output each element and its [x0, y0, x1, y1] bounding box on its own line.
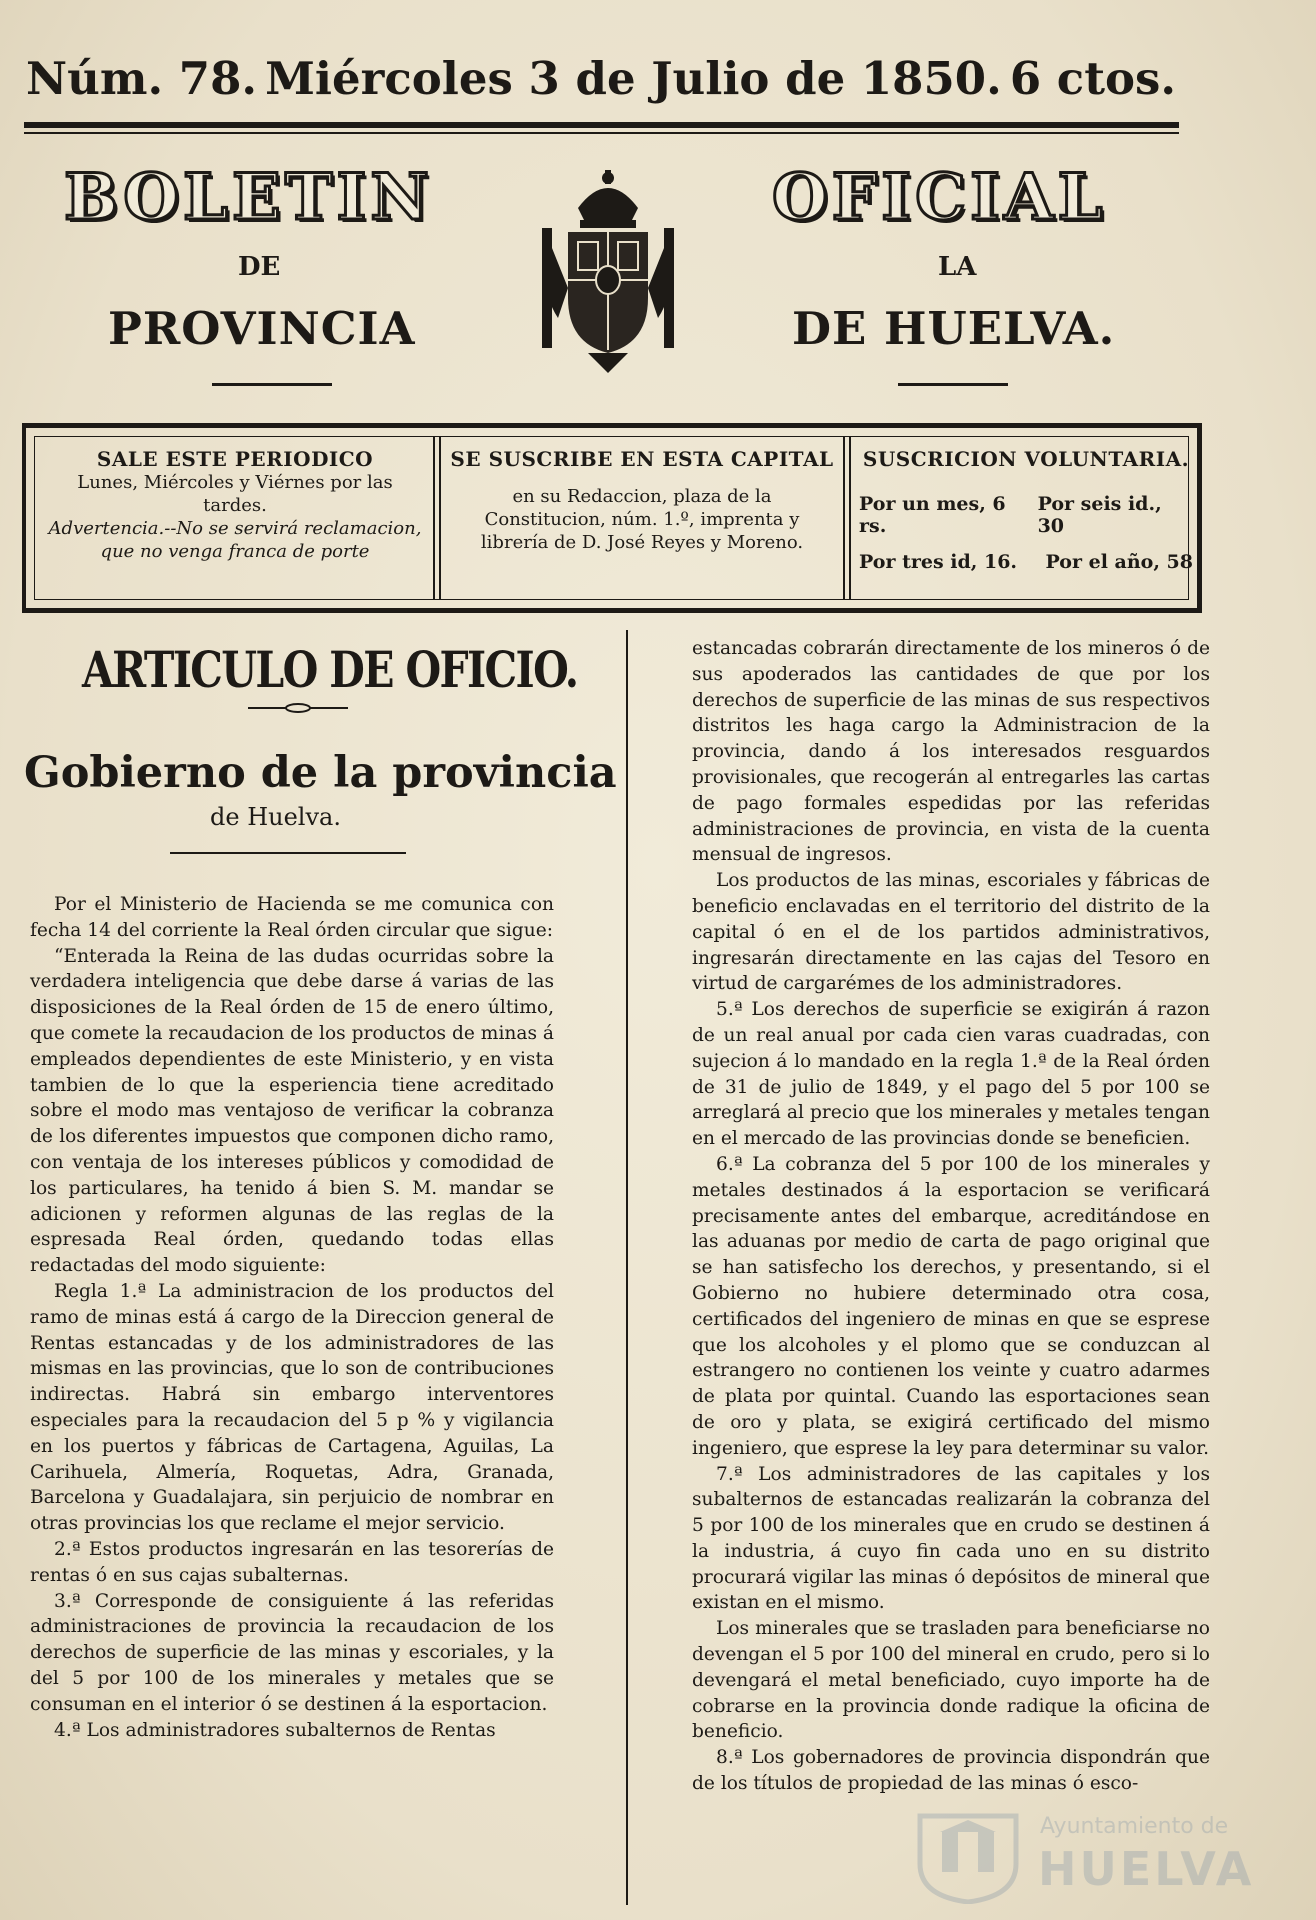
masthead-rule-thin: [24, 132, 1179, 134]
paragraph: Los productos de las minas, escoriales y fábricas de beneficio enclavadas en el territorio del distrito de la capital ó en el de los partidos administrativos, ingresarán directamente en las cajas del Tesoro en virtud de cargarémes de los administradores.: [692, 870, 1210, 995]
info-divider-2: [843, 437, 845, 599]
ayuntamiento-watermark: [912, 1808, 1255, 1908]
paragraph: 4.ª Los administradores subalternos de Rentas: [54, 1719, 496, 1741]
column-divider: [626, 630, 628, 1905]
info-divider-1b: [439, 437, 441, 599]
paragraph: estancadas cobrarán directamente de los mineros ó de sus apoderados las cantidades de que por los derechos de superficie de las minas de sus respectivos distritos les haga cargo la Administracion de la provincia, dando á los interesados resguardos provisionales, que recogerán al entregarles las cartas de pago formales espedidas por las referidas administraciones de provincia, en vista de la cuenta mensual de ingresos.: [692, 638, 1210, 866]
info-divider-1: [433, 437, 435, 599]
price-one-month: Por un mes, 6 rs.: [859, 493, 1006, 537]
article-heading: ARTICULO DE OFICIO.: [82, 640, 578, 699]
paragraph: 5.ª Los derechos de superficie se exigirán á razon de un real anual por cada cien varas cuadradas, con sujecion á lo mandado en la regla 1.ª de la Real órden de 31 de julio de 1849, y el pago del 5 por 100 se arreglará al precio que los minerales y metales tengan en el mercado de las provincias donde se beneficien.: [692, 999, 1210, 1150]
watermark-line1: Ayuntamiento de: [1040, 1814, 1229, 1839]
info-divider-2b: [849, 437, 851, 599]
city-shield-icon: [912, 1808, 1024, 1904]
right-text-column: [692, 636, 1210, 1797]
government-subtitle: de Huelva.: [210, 803, 341, 831]
info-cell-schedule: [45, 437, 425, 599]
issue-number: Núm. 78.: [26, 52, 258, 105]
price-row-1: [859, 493, 1193, 537]
ornament-divider-icon: [248, 700, 348, 716]
info-cell-prices: [859, 437, 1193, 599]
price-six-months: Por seis id., 30: [1037, 493, 1162, 537]
paragraph: Regla 1.ª La administracion de los productos del ramo de minas está á cargo de la Direccion general de Rentas estancadas y de los administradores de las mismas en las provincias, que lo son de contribuciones indirectas. Habrá sin embargo interventores especiales para la recaudacion del 5 p % y vigilancia en los puertos y fábricas de Cartagena, Aguilas, La Carihuela, Almería, Roquetas, Adra, Granada, Barcelona y Guadalajara, sin perjuicio de nombrar en otras provincias los que reclame el mejor servicio.: [30, 1280, 554, 1535]
paragraph: Los minerales que se trasladen para beneficiarse no devengan el 5 por 100 del mineral en crudo, pero si lo devengará el metal beneficiado, cuyo importe ha de cobrarse en la provincia donde radique la oficina de beneficio.: [692, 1618, 1210, 1743]
title-word-oficial: OFICIAL: [772, 160, 1107, 235]
issue-date: Miércoles 3 de Julio de 1850.: [265, 52, 1002, 105]
watermark-line2: HUELVA: [1038, 1842, 1255, 1896]
coat-of-arms-icon: [528, 168, 688, 378]
subscription-address: en su Redaccion, plaza de la Constitucion, núm. 1.º, imprenta y librería de D. José Reyes y Moreno.: [480, 486, 804, 553]
issue-price: 6 ctos.: [1009, 52, 1176, 105]
paragraph: “Enterada la Reina de las dudas ocurridas sobre la verdadera inteligencia que debe darse á varias de las disposiciones de la Real órden de 15 de enero último, que comete la recaudacion de los productos de minas á empleados dependientes de este Ministerio, y en vista tambien de lo que la esperiencia tiene acreditado sobre el modo mas ventajoso de verificar la cobranza de los diferentes impuestos que componen dicho ramo, con ventaja de los intereses públicos y comodidad de los particulares, ha tenido á bien S. M. mandar se adicionen y reformen algunas de las reglas de la espresada Real órden, quedando todas ellas redactadas del modo siguiente:: [30, 945, 554, 1277]
info-cell-subscription: [449, 437, 835, 599]
left-text-column: [30, 892, 554, 1743]
schedule-heading: SALE ESTE PERIODICO: [96, 447, 374, 471]
government-title: Gobierno de la provincia: [24, 748, 617, 798]
title-word-de-huelva: DE HUELVA.: [792, 302, 1116, 355]
prices-heading: SUSCRICION VOLUNTARIA.: [862, 447, 1190, 471]
masthead-rule-thick: [24, 122, 1179, 128]
government-underline: [170, 852, 406, 854]
title-word-boletin: BOLETIN: [64, 160, 433, 235]
paragraph: 6.ª La cobranza del 5 por 100 de los minerales y metales destinados á la esportacion se verificará precisamente antes del embarque, acreditándose en las aduanas por medio de carta de pago original que se han satisfecho los derechos, y presentando, si el Gobierno no hubiere determinado otra cosa, certificados del ingeniero de minas en que se esprese que los alcoholes y el plomo que se conduzcan al estrangero no contienen los veinte y cuatro adarmes de plata por quintal. Cuando las esportaciones sean de oro y plata, se exigirá certificado del mismo ingeniero, que esprese la ley para determinar su valor.: [692, 1153, 1210, 1459]
masthead: [26, 52, 1176, 105]
price-row-2: [859, 551, 1193, 573]
paragraph: Por el Ministerio de Hacienda se me comunica con fecha 14 del corriente la Real órden circular que sigue:: [30, 894, 554, 941]
price-one-year: Por el año, 58: [1045, 551, 1193, 573]
schedule-advertencia: Advertencia.--No se servirá reclamacion, que no venga franca de porte: [48, 518, 422, 562]
schedule-days: Lunes, Miércoles y Viérnes por las tardes.: [77, 472, 393, 516]
paragraph: 2.ª Estos productos ingresarán en las tesorerías de rentas ó en sus cajas subalternas.: [30, 1538, 554, 1586]
paragraph: 7.ª Los administradores de las capitales y los subalternos de estancadas realizarán la cobranza del 5 por 100 de los minerales que en crudo se destinen á la industria, á cuyo fin cada uno en su distrito procurará vigilar las minas ó depósitos de mineral que existan en el mismo.: [692, 1463, 1210, 1614]
title-word-de: DE: [238, 252, 281, 282]
price-three-months: Por tres id, 16.: [859, 551, 1018, 573]
subscription-info-box: [22, 423, 1202, 613]
paragraph: 8.ª Los gobernadores de provincia dispondrán que de los títulos de propiedad de las minas ó esco-: [692, 1747, 1210, 1795]
subscription-heading: SE SUSCRIBE EN ESTA CAPITAL: [450, 447, 834, 471]
title-underline-right: [898, 383, 1008, 386]
title-underline-left: [212, 383, 332, 386]
title-word-la: LA: [938, 252, 977, 282]
paragraph: 3.ª Corresponde de consiguiente á las referidas administraciones de provincia la recaudacion de los derechos de superficie de las minas y escoriales, y la del 5 por 100 de los minerales y metales que se consuman en el interior ó se destinen á la esportacion.: [30, 1590, 554, 1715]
title-word-provincia: PROVINCIA: [108, 302, 416, 355]
